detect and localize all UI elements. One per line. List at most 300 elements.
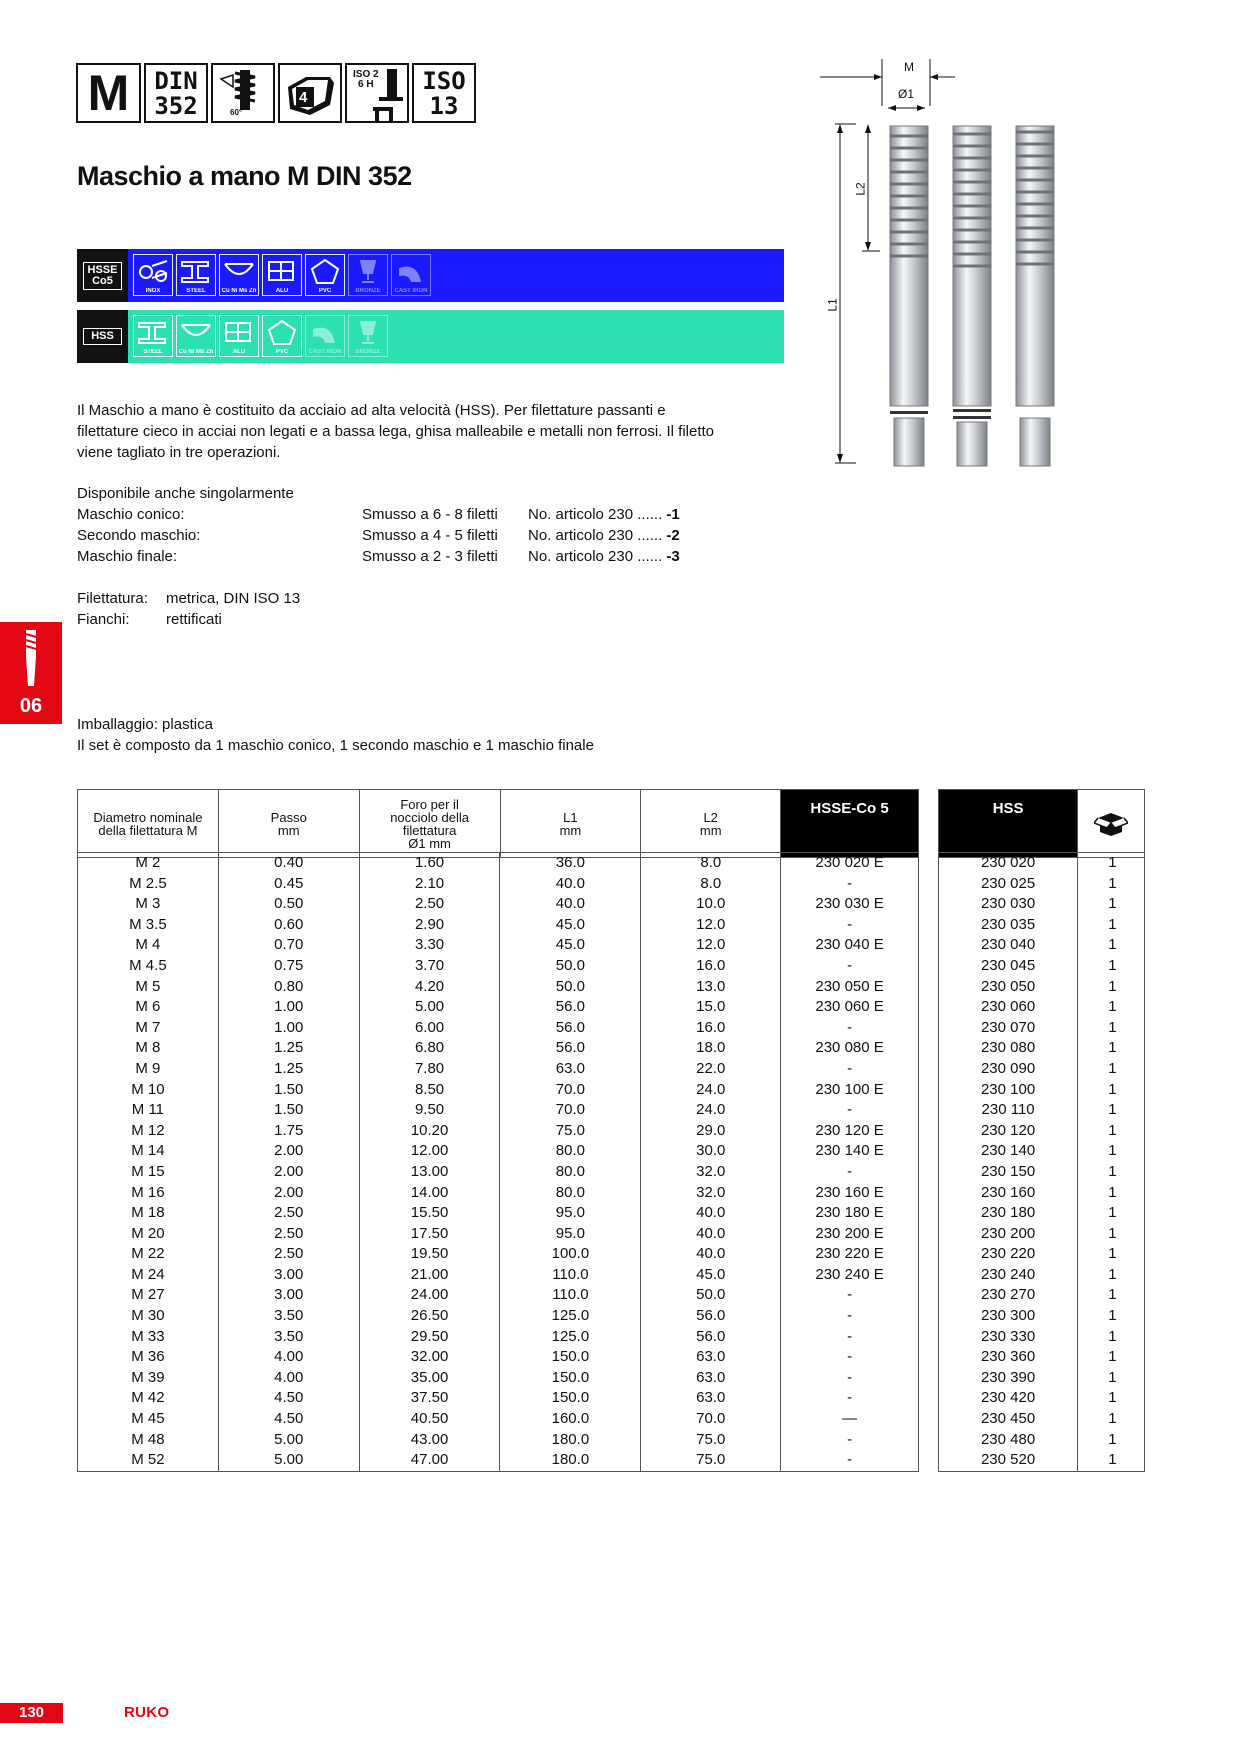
cell-bore-diameter: 24.00	[359, 1285, 500, 1306]
material-steel	[176, 254, 216, 296]
table-row	[78, 1368, 919, 1389]
table-row	[939, 1285, 1145, 1306]
cell-l2: 56.0	[641, 1306, 781, 1327]
cell-diameter: M 52	[78, 1450, 219, 1471]
cell-l1: 110.0	[500, 1265, 641, 1286]
availability-heading: Disponibile anche singolarmente	[77, 485, 294, 502]
cell-pitch: 0.40	[218, 853, 359, 874]
header-text: Ø1 mm	[408, 835, 451, 851]
material-pvc-label: PVC	[318, 288, 332, 294]
article-prefix: No. articolo 230 ......	[528, 506, 663, 523]
cell-pitch: 1.50	[218, 1100, 359, 1121]
table-row	[939, 1347, 1145, 1368]
profile-icon	[266, 258, 298, 284]
pipes-icon	[137, 258, 169, 284]
cell-l2: 18.0	[641, 1038, 781, 1059]
cell-bore-diameter: 6.80	[359, 1038, 500, 1059]
cell-pitch: 4.50	[218, 1388, 359, 1409]
cell-l1: 160.0	[500, 1409, 641, 1430]
table-row	[939, 1121, 1145, 1142]
cell-pitch: 2.00	[218, 1162, 359, 1183]
cell-pitch: 0.60	[218, 915, 359, 936]
material-inox-label: INOX	[145, 288, 161, 294]
col-header-hss: HSS	[939, 790, 1078, 858]
table-row	[939, 1162, 1145, 1183]
cell-l1: 180.0	[500, 1430, 641, 1451]
cell-hsse-article: -	[781, 1347, 919, 1368]
hsse-label-line2: Co5	[92, 274, 113, 287]
cell-hsse-article: -	[781, 956, 919, 977]
elbow-icon	[395, 258, 427, 284]
cell-l1: 70.0	[500, 1080, 641, 1101]
hss-table-header	[938, 789, 1145, 858]
cell-l1: 180.0	[500, 1450, 641, 1471]
col-header-bore	[359, 790, 500, 858]
cell-pack-qty: 1	[1078, 1368, 1145, 1389]
table-row	[939, 1265, 1145, 1286]
cell-l2: 15.0	[641, 997, 781, 1018]
cell-hsse-article: 230 050 E	[781, 977, 919, 998]
iso-label: ISO	[422, 67, 466, 95]
table-row	[939, 1080, 1145, 1101]
cell-hss-article: 230 150	[939, 1162, 1078, 1183]
cell-pack-qty: 1	[1078, 956, 1145, 977]
cell-bore-diameter: 15.50	[359, 1203, 500, 1224]
cell-diameter: M 12	[78, 1121, 219, 1142]
cell-hsse-article: -	[781, 1327, 919, 1348]
table-row	[939, 1409, 1145, 1430]
din-label: DIN	[154, 67, 198, 95]
cell-pitch: 0.50	[218, 894, 359, 915]
table-row	[78, 956, 919, 977]
table-row	[939, 1038, 1145, 1059]
cell-l2: 22.0	[641, 1059, 781, 1080]
cell-l1: 110.0	[500, 1285, 641, 1306]
material-alu-label: ALU	[275, 288, 289, 294]
cell-bore-diameter: 6.00	[359, 1018, 500, 1039]
thread-type-label: M	[87, 65, 130, 121]
table-row	[78, 1450, 919, 1471]
cell-diameter: M 7	[78, 1018, 219, 1039]
cell-bore-diameter: 9.50	[359, 1100, 500, 1121]
chapter-tab	[0, 622, 62, 724]
i-beam-icon	[137, 319, 169, 345]
header-text: Foro per il	[400, 796, 459, 812]
gutter-icon	[223, 258, 255, 284]
material-cu-ni-ms-zn-label: Cu Ni Ms Zn	[221, 288, 257, 294]
cell-pack-qty: 1	[1078, 1121, 1145, 1142]
cell-l2: 13.0	[641, 977, 781, 998]
table-row	[78, 853, 919, 874]
table-row	[78, 1121, 919, 1142]
header-text: filettatura	[402, 822, 457, 838]
header-text: L2	[703, 809, 718, 825]
cell-l1: 100.0	[500, 1244, 641, 1265]
material-pvc	[305, 254, 345, 296]
table-row	[939, 1018, 1145, 1039]
cell-bore-diameter: 26.50	[359, 1306, 500, 1327]
cell-l2: 40.0	[641, 1203, 781, 1224]
material-steel-label: STEEL	[186, 288, 206, 294]
cell-l1: 125.0	[500, 1327, 641, 1348]
cell-diameter: M 18	[78, 1203, 219, 1224]
din-standard-box	[144, 63, 208, 123]
dim-d1-label: Ø1	[898, 87, 915, 101]
cell-pack-qty: 1	[1078, 1388, 1145, 1409]
brand-logo: RUKO	[124, 1704, 170, 1721]
description-line-1: Il Maschio a mano è costituito da acciaio ad alta velocità (HSS). Per filettature passanti e	[77, 402, 666, 419]
intermediate-tap-image	[953, 126, 991, 466]
cell-bore-diameter: 43.00	[359, 1430, 500, 1451]
flanks-spec-label: Fianchi:	[77, 611, 130, 628]
cell-diameter: M 8	[78, 1038, 219, 1059]
cup-icon	[352, 258, 384, 284]
cell-hss-article: 230 120	[939, 1121, 1078, 1142]
cell-pack-qty: 1	[1078, 874, 1145, 895]
cell-hsse-article: -	[781, 1306, 919, 1327]
cell-l1: 40.0	[500, 894, 641, 915]
material-steel	[133, 315, 173, 357]
material-pvc-label: PVC	[275, 349, 289, 355]
taper-tap-image	[890, 126, 928, 466]
cell-hsse-article: -	[781, 1430, 919, 1451]
cell-hss-article: 230 080	[939, 1038, 1078, 1059]
cell-hss-article: 230 030	[939, 894, 1078, 915]
table-row	[939, 1430, 1145, 1451]
cell-l1: 80.0	[500, 1162, 641, 1183]
cell-l1: 36.0	[500, 853, 641, 874]
elbow-icon	[309, 319, 341, 345]
cell-l1: 95.0	[500, 1203, 641, 1224]
col-header-pitch	[218, 790, 359, 858]
cell-pitch: 3.50	[218, 1306, 359, 1327]
cell-hsse-article: -	[781, 1285, 919, 1306]
table-row	[939, 1183, 1145, 1204]
cell-hss-article: 230 300	[939, 1306, 1078, 1327]
availability-article-2	[528, 525, 680, 546]
cell-l2: 56.0	[641, 1327, 781, 1348]
cell-diameter: M 4	[78, 935, 219, 956]
cell-diameter: M 24	[78, 1265, 219, 1286]
thread-angle-box	[211, 63, 275, 123]
cell-l2: 40.0	[641, 1224, 781, 1245]
cell-pitch: 2.50	[218, 1203, 359, 1224]
cell-hsse-article: -	[781, 874, 919, 895]
cell-pack-qty: 1	[1078, 1080, 1145, 1101]
cell-diameter: M 11	[78, 1100, 219, 1121]
cell-hsse-article: 230 080 E	[781, 1038, 919, 1059]
tolerance-iso: ISO 2	[353, 69, 379, 80]
packaging-line-1: Imballaggio: plastica	[77, 716, 213, 733]
description	[77, 400, 714, 463]
cell-l2: 10.0	[641, 894, 781, 915]
table-row	[78, 1285, 919, 1306]
material-bronze	[348, 315, 388, 357]
col-header-l1	[500, 790, 641, 858]
cell-pitch: 3.00	[218, 1265, 359, 1286]
cell-bore-diameter: 13.00	[359, 1162, 500, 1183]
hsse-material-bar	[77, 249, 784, 302]
cell-hss-article: 230 450	[939, 1409, 1078, 1430]
header-text: Diametro nominale	[93, 809, 203, 825]
table-row	[939, 1450, 1145, 1471]
cup-icon	[352, 319, 384, 345]
cell-hss-article: 230 025	[939, 874, 1078, 895]
cell-diameter: M 5	[78, 977, 219, 998]
page-number: 130	[0, 1703, 63, 1723]
cell-l2: 75.0	[641, 1430, 781, 1451]
cell-bore-diameter: 14.00	[359, 1183, 500, 1204]
cell-l2: 30.0	[641, 1141, 781, 1162]
cell-bore-diameter: 3.30	[359, 935, 500, 956]
cell-l1: 56.0	[500, 1038, 641, 1059]
col-header-hsse: HSSE-Co 5	[781, 790, 919, 858]
cell-bore-diameter: 5.00	[359, 997, 500, 1018]
cell-hsse-article: -	[781, 1018, 919, 1039]
spec-table-header	[77, 789, 919, 858]
cell-l1: 80.0	[500, 1141, 641, 1162]
cell-bore-diameter: 32.00	[359, 1347, 500, 1368]
cell-l1: 150.0	[500, 1347, 641, 1368]
cell-hss-article: 230 270	[939, 1285, 1078, 1306]
cell-l2: 12.0	[641, 915, 781, 936]
cell-bore-diameter: 37.50	[359, 1388, 500, 1409]
cell-pack-qty: 1	[1078, 1038, 1145, 1059]
cell-l2: 16.0	[641, 956, 781, 977]
cell-pack-qty: 1	[1078, 1306, 1145, 1327]
table-row	[939, 874, 1145, 895]
cell-diameter: M 10	[78, 1080, 219, 1101]
cell-l1: 63.0	[500, 1059, 641, 1080]
thread-angle-label: 60°	[230, 108, 243, 117]
table-row	[78, 1244, 919, 1265]
tolerance-class: 6 H	[358, 79, 374, 90]
cell-bore-diameter: 19.50	[359, 1244, 500, 1265]
cell-diameter: M 45	[78, 1409, 219, 1430]
table-row	[78, 874, 919, 895]
cell-bore-diameter: 17.50	[359, 1224, 500, 1245]
col-header-pack	[1078, 790, 1145, 858]
page-title: Maschio a mano M DIN 352	[77, 161, 412, 191]
cell-hsse-article: 230 140 E	[781, 1141, 919, 1162]
cell-diameter: M 33	[78, 1327, 219, 1348]
cell-pack-qty: 1	[1078, 977, 1145, 998]
bottoming-tap-image	[1016, 126, 1054, 466]
article-prefix: No. articolo 230 ......	[528, 527, 663, 544]
cell-diameter: M 22	[78, 1244, 219, 1265]
cell-diameter: M 36	[78, 1347, 219, 1368]
table-row	[939, 1388, 1145, 1409]
material-inox	[133, 254, 173, 296]
cell-pack-qty: 1	[1078, 1285, 1145, 1306]
tap-thread-icon	[213, 65, 273, 121]
header-text: nocciolo della	[390, 809, 469, 825]
cell-diameter: M 2	[78, 853, 219, 874]
cell-diameter: M 27	[78, 1285, 219, 1306]
cell-pitch: 2.50	[218, 1224, 359, 1245]
col-header-diameter	[78, 790, 219, 858]
material-bronze-label: BRONZE	[355, 349, 381, 355]
table-row	[78, 1018, 919, 1039]
cell-hss-article: 230 110	[939, 1100, 1078, 1121]
cell-hsse-article: -	[781, 915, 919, 936]
cell-hsse-article: -	[781, 1388, 919, 1409]
cell-hss-article: 230 330	[939, 1327, 1078, 1348]
table-row	[78, 1203, 919, 1224]
material-bronze	[348, 254, 388, 296]
cell-bore-diameter: 2.50	[359, 894, 500, 915]
cell-l2: 16.0	[641, 1018, 781, 1039]
cell-diameter: M 9	[78, 1059, 219, 1080]
cell-hss-article: 230 140	[939, 1141, 1078, 1162]
material-alu-label: ALU	[232, 349, 246, 355]
table-row	[939, 1306, 1145, 1327]
table-row	[78, 1265, 919, 1286]
square-drive-icon	[280, 65, 340, 121]
cell-bore-diameter: 47.00	[359, 1450, 500, 1471]
table-row	[78, 1100, 919, 1121]
cell-hsse-article: 230 180 E	[781, 1203, 919, 1224]
material-steel-label: STEEL	[143, 349, 163, 355]
cell-bore-diameter: 12.00	[359, 1141, 500, 1162]
cell-l2: 63.0	[641, 1388, 781, 1409]
cell-pack-qty: 1	[1078, 1244, 1145, 1265]
cell-pack-qty: 1	[1078, 1265, 1145, 1286]
cell-hss-article: 230 360	[939, 1347, 1078, 1368]
cell-pack-qty: 1	[1078, 1327, 1145, 1348]
iso-standard-box	[412, 63, 476, 123]
pentagon-icon	[266, 319, 298, 345]
cell-pitch: 4.50	[218, 1409, 359, 1430]
cell-bore-diameter: 2.90	[359, 915, 500, 936]
cell-hss-article: 230 100	[939, 1080, 1078, 1101]
header-text: L1	[563, 809, 578, 825]
header-text: mm	[699, 822, 722, 838]
cell-l1: 70.0	[500, 1100, 641, 1121]
cell-l1: 75.0	[500, 1121, 641, 1142]
material-cast-iron-label: CAST IRON	[308, 349, 342, 355]
cell-hsse-article: 230 200 E	[781, 1224, 919, 1245]
cell-hss-article: 230 160	[939, 1183, 1078, 1204]
cell-l2: 32.0	[641, 1162, 781, 1183]
tap-set-drawing	[820, 56, 1080, 476]
tap-icon	[21, 626, 41, 688]
cell-pitch: 0.80	[218, 977, 359, 998]
cell-bore-diameter: 4.20	[359, 977, 500, 998]
cell-bore-diameter: 29.50	[359, 1327, 500, 1348]
cell-pack-qty: 1	[1078, 997, 1145, 1018]
hss-material-bar	[77, 310, 784, 363]
cell-hsse-article: 230 040 E	[781, 935, 919, 956]
cell-hss-article: 230 070	[939, 1018, 1078, 1039]
cell-diameter: M 39	[78, 1368, 219, 1389]
table-row	[78, 1347, 919, 1368]
cell-pack-qty: 1	[1078, 1141, 1145, 1162]
cell-pitch: 1.50	[218, 1080, 359, 1101]
table-row	[78, 1162, 919, 1183]
cell-l2: 70.0	[641, 1409, 781, 1430]
table-row	[78, 915, 919, 936]
cell-pitch: 0.45	[218, 874, 359, 895]
din-number: 352	[154, 92, 198, 120]
material-cast-iron-label: CAST IRON	[394, 288, 428, 294]
cell-l2: 63.0	[641, 1368, 781, 1389]
material-bronze-label: BRONZE	[355, 288, 381, 294]
cell-l2: 24.0	[641, 1080, 781, 1101]
cell-hss-article: 230 060	[939, 997, 1078, 1018]
article-prefix: No. articolo 230 ......	[528, 548, 663, 565]
cell-bore-diameter: 10.20	[359, 1121, 500, 1142]
dim-l2-label: L2	[853, 182, 868, 196]
table-row	[78, 1141, 919, 1162]
cell-pack-qty: 1	[1078, 1224, 1145, 1245]
table-row	[939, 935, 1145, 956]
cell-pack-qty: 1	[1078, 894, 1145, 915]
cell-hsse-article: -	[781, 1059, 919, 1080]
table-row	[78, 1306, 919, 1327]
cell-pack-qty: 1	[1078, 1347, 1145, 1368]
cell-pitch: 5.00	[218, 1430, 359, 1451]
cell-pitch: 4.00	[218, 1368, 359, 1389]
cell-pitch: 1.75	[218, 1121, 359, 1142]
cell-pack-qty: 1	[1078, 1183, 1145, 1204]
cell-diameter: M 16	[78, 1183, 219, 1204]
packaging	[77, 714, 594, 756]
material-cu-ni-ms-zn-label: Cu Ni Ms Zn	[178, 349, 214, 355]
cell-pack-qty: 1	[1078, 1162, 1145, 1183]
table-row	[78, 1388, 919, 1409]
cell-l2: 8.0	[641, 874, 781, 895]
hsse-label	[77, 249, 128, 302]
cell-bore-diameter: 1.60	[359, 853, 500, 874]
cell-pitch: 1.00	[218, 1018, 359, 1039]
flanks-spec-value: rettificati	[166, 611, 222, 628]
cell-hss-article: 230 035	[939, 915, 1078, 936]
table-row	[78, 1038, 919, 1059]
table-row	[78, 1080, 919, 1101]
table-row	[939, 1224, 1145, 1245]
hss-label-text: HSS	[91, 330, 114, 342]
table-row	[939, 1100, 1145, 1121]
cell-l1: 150.0	[500, 1388, 641, 1409]
cell-diameter: M 15	[78, 1162, 219, 1183]
material-cu-ni-ms-zn	[219, 254, 259, 296]
col-header-l2	[641, 790, 781, 858]
thread-spec-value: metrica, DIN ISO 13	[166, 590, 301, 607]
table-row	[939, 894, 1145, 915]
cell-hsse-article: —	[781, 1409, 919, 1430]
hsse-label-line1: HSSE	[87, 263, 118, 276]
thread-spec-label: Filettatura:	[77, 590, 148, 607]
cell-l2: 8.0	[641, 853, 781, 874]
cell-diameter: M 2.5	[78, 874, 219, 895]
material-alu	[219, 315, 259, 357]
tolerance-box	[345, 63, 409, 123]
cell-l1: 95.0	[500, 1224, 641, 1245]
cell-pack-qty: 1	[1078, 915, 1145, 936]
cell-l2: 40.0	[641, 1244, 781, 1265]
cell-diameter: M 48	[78, 1430, 219, 1451]
cell-diameter: M 14	[78, 1141, 219, 1162]
cell-hsse-article: -	[781, 1162, 919, 1183]
cell-hsse-article: 230 100 E	[781, 1080, 919, 1101]
material-cu-ni-ms-zn	[176, 315, 216, 357]
table-row	[78, 1430, 919, 1451]
cell-hss-article: 230 240	[939, 1265, 1078, 1286]
chapter-number: 06	[19, 695, 43, 717]
availability-chamfer-2: Smusso a 4 - 5 filetti	[362, 527, 498, 544]
cell-hsse-article: -	[781, 1100, 919, 1121]
